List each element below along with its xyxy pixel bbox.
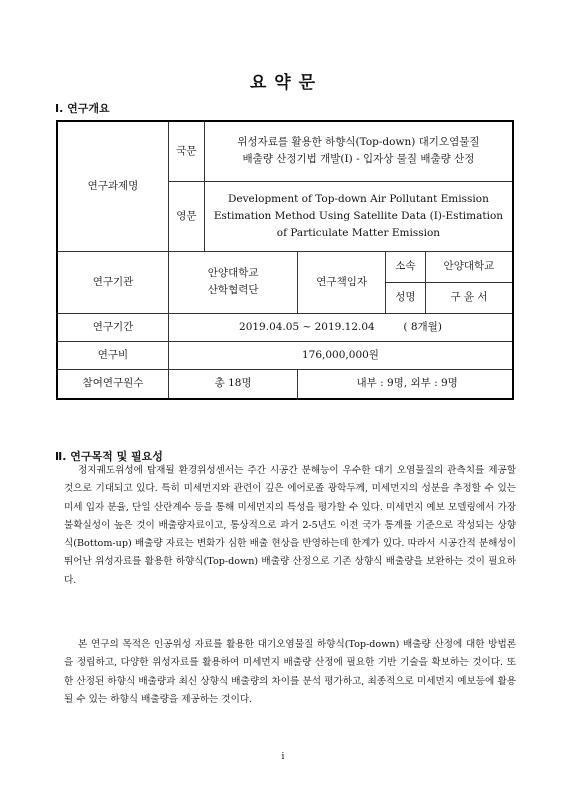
researchers-total: 총 18명 bbox=[168, 369, 297, 399]
institution-label: 연구기관 bbox=[57, 251, 168, 313]
section-2-heading: Ⅱ. 연구목적 및 필요성 bbox=[55, 450, 163, 463]
institution-line-1: 안양대학교 bbox=[207, 267, 259, 279]
name-value: 구 윤 서 bbox=[425, 282, 513, 313]
period-dates: 2019.04.05 ~ 2019.12.04 bbox=[239, 320, 375, 333]
korean-title-line-1: 위성자료를 활용한 하향식(Top-down) 대기오염물질 bbox=[237, 136, 480, 149]
section-1-heading: Ⅰ. 연구개요 bbox=[55, 102, 110, 115]
english-title bbox=[204, 181, 513, 251]
english-label: 영문 bbox=[168, 181, 204, 251]
purpose-paragraph-2: 본 연구의 목적은 인공위성 자료를 활용한 대기오염물질 하향식(Top-down) 배출량 산정에 대한 방법론을 정립하고, 다양한 위성자료를 활용하여 미세먼지 배출량 산정에 필요한 기반 기술을 확보하는 것이다. 또한 산정된 하향식 배출량과 최신 상향식 배출량의 차이를 분석 평가하고, 최종적으로 미세먼지 예보등에 활용될 수 있는 하향식 배출량을 제공하는 것이다. bbox=[64, 639, 516, 705]
project-name-label: 연구과제명 bbox=[57, 121, 168, 251]
english-title-line-1: Development of Top-down Air Pollutant Emission bbox=[227, 192, 489, 205]
institution-value bbox=[168, 251, 297, 313]
researchers-label: 참여연구원수 bbox=[57, 369, 168, 399]
budget-label: 연구비 bbox=[57, 341, 168, 369]
english-title-line-3: of Particulate Matter Emission bbox=[276, 226, 441, 239]
korean-title bbox=[204, 121, 513, 181]
korean-label: 국문 bbox=[168, 121, 204, 181]
affiliation-label: 소속 bbox=[385, 251, 425, 282]
english-title-line-2: Estimation Method Using Satellite Data (Ⅰ)-Estimation bbox=[213, 209, 504, 222]
period-months: ( 8개월) bbox=[403, 320, 442, 333]
document-title: 요 약 문 bbox=[249, 73, 317, 93]
page-number: i bbox=[281, 752, 285, 762]
name-label: 성명 bbox=[385, 282, 425, 313]
purpose-paragraph-1: 정지궤도위성에 탑재될 환경위성센서는 주간 시공간 분해능이 우수한 대기 오염물질의 관측치를 제공할 것으로 기대되고 있다. 특히 미세먼지와 관련이 깊은 에어로졸 광학두께, 미세먼지의 성분을 추정할 수 있는 미세 입자 분율, 단일 산란계수 등을 통해 미세먼지의 특성을 평가할 수 있다. 미세먼지 예보 모델링에서 가장 불확실성이 높은 것이 배출량자료이고, 통상적으로 과거 2-5년도 이전 국가 통계를 기준으로 작성되는 상향식(Bottom-up) 배출량 자료는 변화가 심한 배출 현상을 반영하는데 한계가 있다. 따라서 시공간적 분해성이 뛰어난 위성자료를 활용한 하향식(Top-down) 배출량 산정으로 기존 상향식 배출량을 보완하는 것이 필요하다. bbox=[64, 465, 516, 586]
korean-title-line-2: 배출량 산정기법 개발(Ⅰ) - 입자상 물질 배출량 산정 bbox=[242, 153, 475, 166]
budget-value: 176,000,000원 bbox=[168, 341, 513, 369]
institution-line-2: 산학협력단 bbox=[207, 284, 259, 296]
researchers-breakdown: 내부 : 9명, 외부 : 9명 bbox=[298, 369, 513, 399]
period-label: 연구기간 bbox=[57, 313, 168, 341]
period-value-cell bbox=[168, 313, 513, 341]
pi-label: 연구책임자 bbox=[298, 251, 386, 313]
affiliation-value: 안양대학교 bbox=[425, 251, 513, 282]
research-summary-table bbox=[56, 120, 514, 400]
